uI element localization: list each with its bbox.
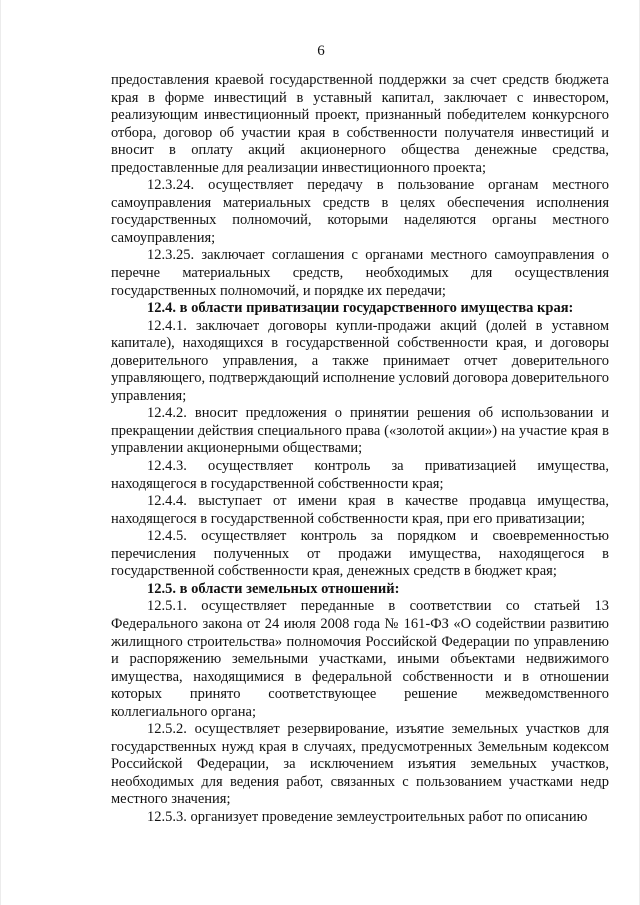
paragraph-12-4-2: 12.4.2. вносит предложения о принятии решения об использовании и прекращении действия специального права («золотой акции») на участие края в управлении акционерными обществами;	[111, 405, 609, 457]
paragraph-12-5-1: 12.5.1. осуществляет переданные в соответствии со статьей 13 Федерального закона от 24 июля 2008 года № 161-ФЗ «О содействии развитию жилищного строительства» полномочия Российской Федерации по управлению и распоряжению земельными участками, иными объектами недвижимого имущества, находящимися в федеральной собственности и в отношении которых принято соответствующее решение межведомственного коллегиального органа;	[111, 598, 609, 720]
paragraph-12-5-3: 12.5.3. организует проведение землеустроительных работ по описанию	[147, 808, 588, 825]
paragraph-12-4-4: 12.4.4. выступает от имени края в качестве продавца имущества, находящегося в государственной собственности края, при его приватизации;	[111, 493, 609, 527]
document-body	[111, 72, 609, 827]
page-number: 6	[317, 43, 325, 59]
paragraph-12-3-24: 12.3.24. осуществляет передачу в пользование органам местного самоуправления материальных средств в целях обеспечения исполнения государственных полномочий, которыми наделяются органы местного самоуправления;	[111, 177, 609, 246]
paragraph-12-5-2: 12.5.2. осуществляет резервирование, изъятие земельных участков для государственных нужд края в случаях, предусмотренных Земельным кодексом Российской Федерации, за исключением изъятия земельных участков, необходимых для ведения работ, связанных с пользованием участками недр местного значения;	[111, 721, 609, 808]
paragraph-12-3-25: 12.3.25. заключает соглашения с органами местного самоуправления о перечне материальных средств, необходимых для осуществления государственных полномочий, и порядке их передачи;	[111, 247, 609, 299]
section-heading-12-5: 12.5. в области земельных отношений:	[147, 580, 400, 597]
paragraph-continuation: предоставления краевой государственной поддержки за счет средств бюджета края в форме инвестиций в уставный капитал, заключает с инвестором, реализующим инвестиционный проект, признанный победителем конкурсного отбора, договор об участии края в собственности получателя инвестиций и вносит в оплату акций акционерного общества денежные средства, предоставленные для реализации инвестиционного проекта;	[111, 72, 609, 176]
paragraph-12-4-3: 12.4.3. осуществляет контроль за приватизацией имущества, находящегося в государственной собственности края;	[111, 458, 609, 492]
paragraph-12-4-1: 12.4.1. заключает договоры купли-продажи акций (долей в уставном капитале), находящихся в государственной собственности края, и договоры доверительного управления, а также принимает отчет доверительного управляющего, подтверждающий исполнение условий договора доверительного управления;	[111, 317, 609, 404]
paragraph-12-4-5: 12.4.5. осуществляет контроль за порядком и своевременностью перечисления полученных от продажи имущества, находящегося в государственной собственности края, денежных средств в бюджет края;	[111, 528, 609, 580]
section-heading-12-4: 12.4. в области приватизации государственного имущества края:	[147, 300, 574, 317]
